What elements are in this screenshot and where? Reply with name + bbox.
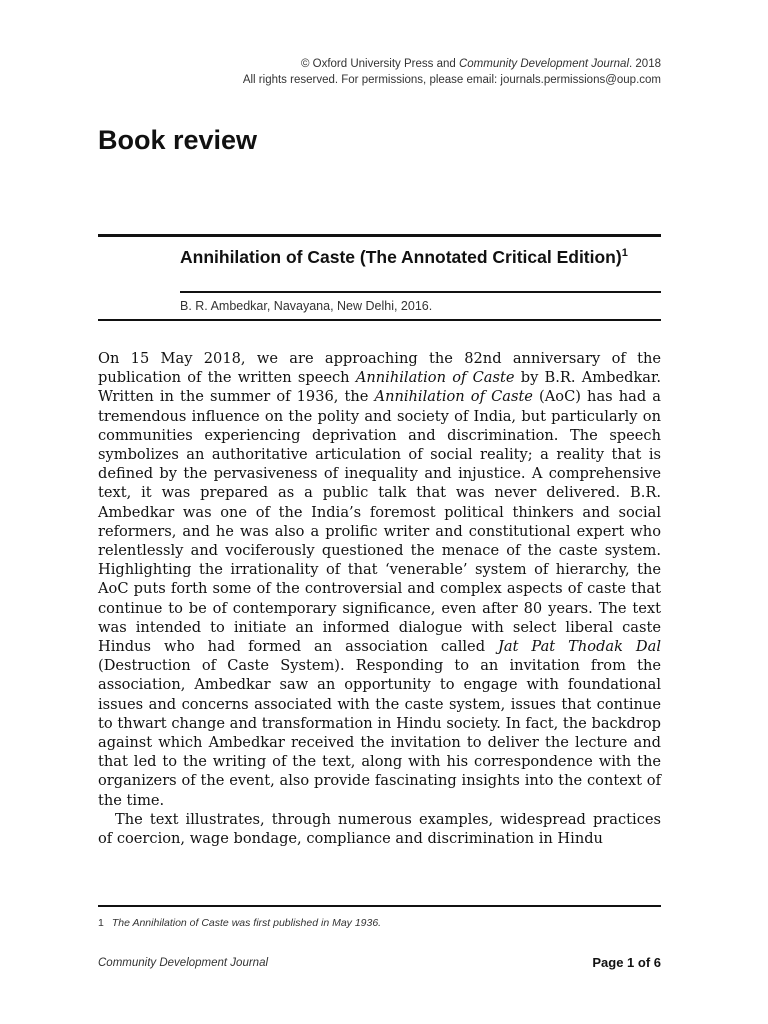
middle-rule <box>180 291 661 293</box>
book-title-text: Annihilation of Caste (The Annotated Critical Edition) <box>180 246 622 267</box>
italic-organization-name: Jat Pat Thodak Dal <box>498 638 662 656</box>
footnote <box>98 916 381 930</box>
copyright-prefix: © Oxford University Press and <box>300 58 459 70</box>
body-text-run: by B.R. Ambedkar. Written in the summer of 1936, the <box>98 369 662 406</box>
copyright-journal-name: Community Development Journal <box>458 58 630 70</box>
copyright-notice <box>243 56 661 88</box>
copyright-line-1 <box>243 56 661 72</box>
italic-title: Annihilation of Caste <box>374 388 533 406</box>
paragraph-2: The text illustrates, through numerous examples, widespread practices of coercion, wage bondage, compliance and discrimination in Hindu <box>98 810 661 848</box>
page-number: Page 1 of 6 <box>592 955 661 970</box>
footnote-rule <box>98 905 661 907</box>
book-citation: B. R. Ambedkar, Navayana, New Delhi, 2016. <box>180 299 433 313</box>
italic-title: Annihilation of Caste <box>355 369 515 387</box>
section-title: Book review <box>98 125 258 155</box>
footnote-number: 1 <box>98 917 104 929</box>
paragraph-1 <box>98 349 661 810</box>
body-text-run: (Destruction of Caste System). Responding to an invitation from the association, Ambedkar saw an opportunity to engage with foundational issues and concerns associated with the caste system, issues that continue to thwart change and transformation in Hindu society. In fact, the backdrop against which Ambedkar received the invitation to deliver the lecture and that led to the writing of the text, along with his correspondence with the organizers of the event, also provide fascinating insights into the context of the time. <box>98 657 661 809</box>
body-text-run: (AoC) has had a tremendous influence on the polity and society of India, but particularly on communities experiencing deprivation and discrimination. The speech symbolizes an authoritative articulation of social reality; a reality that is defined by the pervasiveness of inequality and injustice. A comprehensive text, it was prepared as a public talk that was never delivered. B.R. Ambedkar was one of the India’s foremost political thinkers and social reformers, and he was also a prolific writer and constitutional expert who relentlessly and vociferously questioned the menace of the caste system. Highlighting the irrationality of that ‘venerable’ system of hierarchy, the AoC puts forth some of the controversial and complex aspects of caste that continue to be of contemporary significance, even after 80 years. The text was intended to initiate an informed dialogue with select liberal caste Hindus who had formed an association called <box>98 388 661 656</box>
bottom-rule <box>98 319 661 321</box>
footer-journal-name: Community Development Journal <box>98 957 269 969</box>
footnote-text: The Annihilation of Caste was first published in May 1936. <box>111 917 382 929</box>
top-rule <box>98 234 661 237</box>
rights-line: All rights reserved. For permissions, please email: journals.permissions@oup.com <box>242 74 661 86</box>
review-body <box>98 349 661 848</box>
body-text-run: On 15 May 2018, we are approaching the 82nd anniversary of the publication of the written speech <box>98 350 661 387</box>
book-title <box>180 242 650 268</box>
copyright-year: . 2018 <box>629 58 661 70</box>
footnote-marker[interactable]: 1 <box>621 247 628 259</box>
